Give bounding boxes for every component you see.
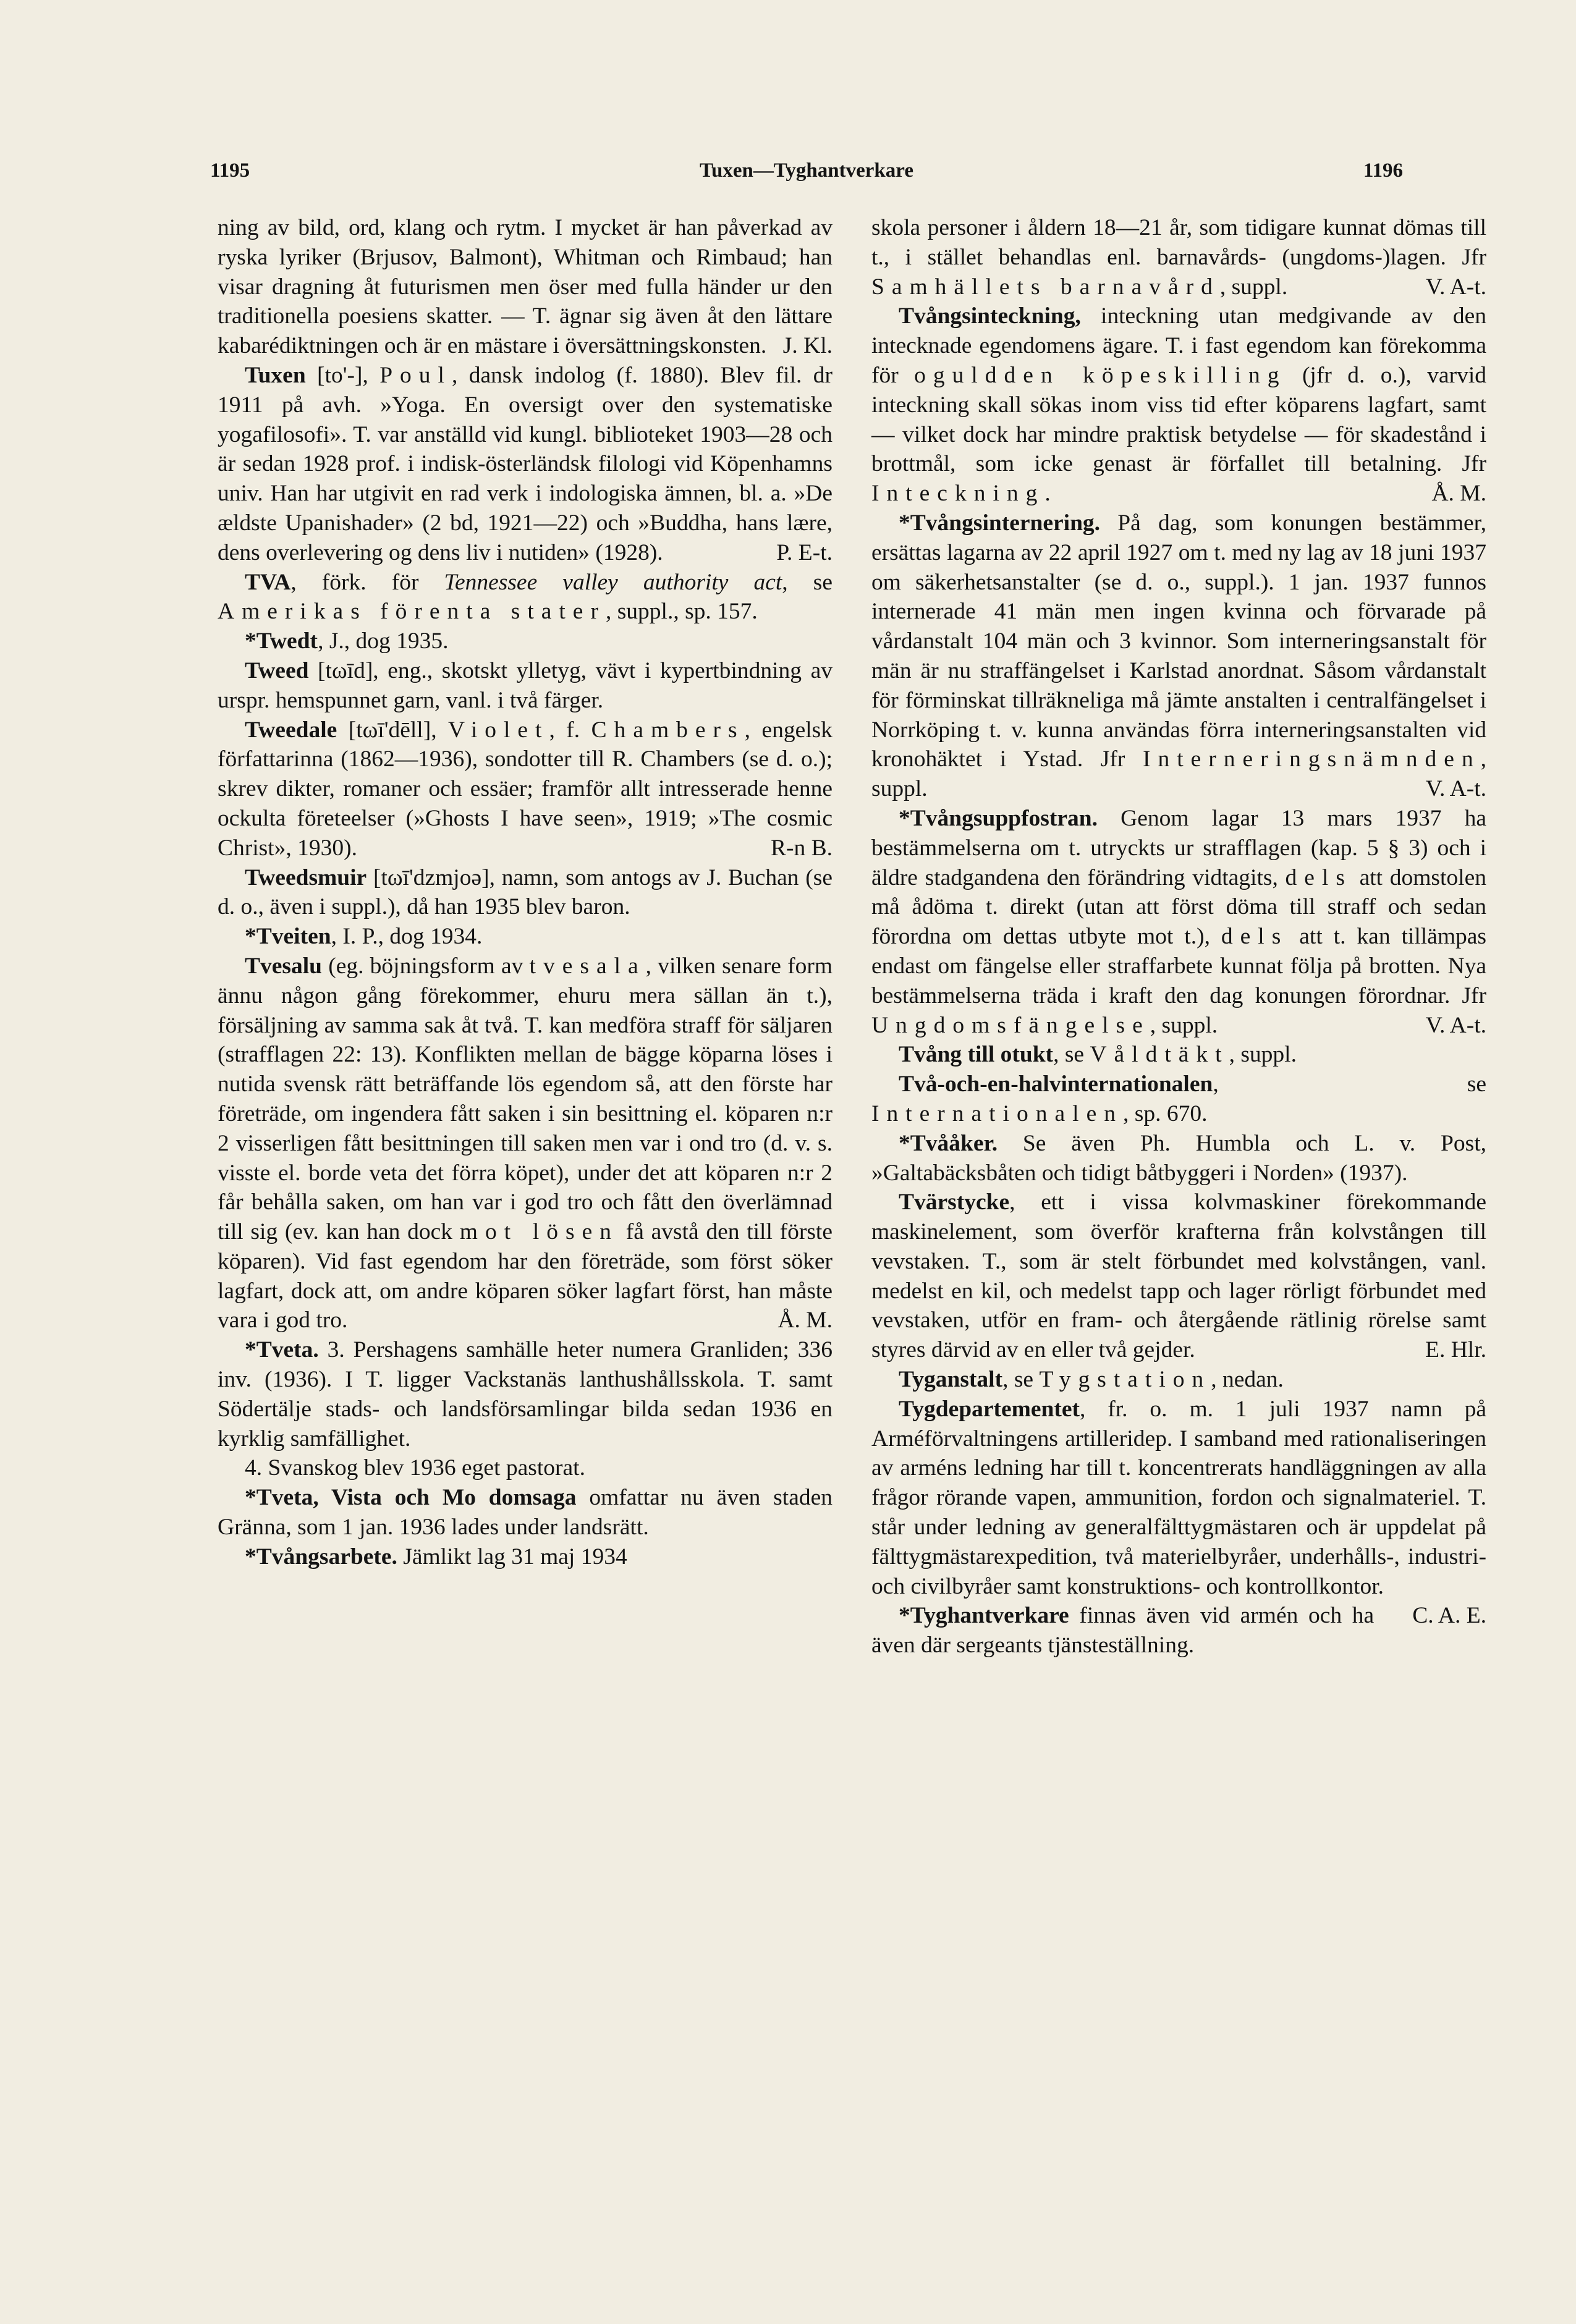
signature: Å. M. (1431, 481, 1486, 507)
signature: P. E-t. (776, 539, 832, 565)
entry-continuation: skola personer i åldern 18—21 år, som tidigare kunnat dömas till t., i stället behandlas enl. barnavårds- (ungdoms-)lagen. Jfr Samhällets barnavård, suppl. V. A-t. (871, 213, 1486, 302)
entry-tweedale: Tweedale [tωī'dēll], Violet, f. Chambers, engelsk författarinna (1862—1936), sondotter till R. Chambers (se d. o.); skrev dikter, romaner och essäer; framför allt intresserade henne ockulta företeelser (»Ghosts I have seen», 1919; »The cosmic Christ», 1930). R-n B. (218, 716, 832, 863)
right-column (871, 213, 1486, 1660)
signature: R-n B. (770, 835, 832, 861)
entry-tvangsarbete: *Tvångsarbete. Jämlikt lag 31 maj 1934 (245, 1544, 627, 1570)
entry-tyganstalt: Tyganstalt, se Tygstation, nedan. (899, 1367, 1284, 1393)
entry-tveiten: *Tveiten, I. P., dog 1934. (245, 924, 483, 950)
page-number-right: 1196 (1363, 159, 1403, 182)
entry-tuxen: Tuxen [to'-], Poul, dansk indolog (f. 1880). Blev fil. dr 1911 på avh. »Yoga. En oversigt over den systematiske yogafilosofi». T. var anställd vid kungl. biblioteket 1903—28 och är sedan 1928 prof. i indisk-österländsk filologi vid Köpenhamns univ. Han har utgivit en rad verk i indologiska ämnen, bl. a. »De ældste Upanishader» (2 bd, 1921—22) och »Buddha, hans lære, dens overlevering og dens liv i nutiden» (1928). P. E-t. (218, 361, 832, 568)
entry-tyghantverkare: *Tyghantverkare finnas även vid armén och ha även där sergeants tjänsteställning. (871, 1603, 1375, 1658)
entry-svanskog: 4. Svanskog blev 1936 eget pastorat. (245, 1455, 585, 1481)
signature: V. A-t. (1425, 776, 1486, 802)
entry-twedt: *Twedt, J., dog 1935. (245, 628, 449, 654)
signature: J. Kl. (782, 333, 832, 359)
entry-tvangsuppfostran: *Tvångsuppfostran. Genom lagar 13 mars 1937 ha bestämmelserna om t. utryckts ur strafflagen (kap. 5 § 3) och i äldre stadgandena den förändring vidtagits, dels att domstolen må ådöma t. direkt (utan att först döma till straff och sedan förordna om dettas utbyte mot t.), dels att t. kan tillämpas endast om fängelse eller straffarbete kunnat följa på brotten. Nya bestämmelserna träda i kraft den dag konungen förordnar. Jfr Ungdomsfängelse, suppl. V. A-t. (871, 804, 1486, 1040)
entry-tva-och-en-halvinternationalen: Två-och-en-halvinternationalen, se Internationalen, sp. 670. (871, 1071, 1486, 1126)
entry-tweed: Tweed [tωīd], eng., skotskt ylletyg, vävt i kypertbindning av urspr. hemspunnet garn, vanl. i två färger. (218, 657, 832, 713)
page-number-left: 1195 (210, 159, 250, 182)
entry-tweedsmuir: Tweedsmuir [tωī'dzmjoə], namn, som antogs av J. Buchan (se d. o., även i suppl.), då han 1935 blev baron. (218, 864, 832, 920)
running-header (210, 159, 1403, 190)
entry-tveta: *Tveta. 3. Pershagens samhälle heter numera Granliden; 336 inv. (1936). I T. ligger Vackstanäs lanthushållsskola. T. samt Södertälje stads- och landsförsamlingar bilda sedan 1936 en kyrklig samfällighet. (218, 1337, 832, 1451)
signature: C. A. E. (1412, 1603, 1486, 1629)
signature: Å. M. (777, 1308, 832, 1333)
running-title: Tuxen—Tyghantverkare (700, 159, 913, 182)
entry-tvesalu: Tvesalu (eg. böjningsform av tvesala, vilken senare form ännu någon gång förekommer, ehuru mera sällan än t.), försäljning av samma sak åt två. T. kan medföra straff för säljaren (strafflagen 22: 13). Konflikten mellan de bägge köparna löses i nutida svensk rätt beträffande lös egendom så, att den förste har företräde, om ingendera fått saken i sin besittning el. köparen n:r 2 visserligen fått besittningen till saken men var i ond tro (d. v. s. visste el. borde veta det förra köpet), under det att köparen n:r 2 får behålla saken, om han var i god tro och fått den överlämnad till sig (ev. kan han dock mot lösen få avstå den till förste köparen). Vid fast egendom har den företräde, som först söker lagfart, dock att, om andre köparen söker lagfart först, han måste vara i god tro. Å. M. (218, 952, 832, 1335)
left-column (218, 213, 832, 1572)
signature: V. A-t. (1425, 1012, 1486, 1038)
entry-tvangsinteckning: Tvångsinteckning, inteckning utan medgivande av den intecknade egendomens ägare. T. i fast egendom kan förekomma för oguldden köpeskilling (jfr d. o.), varvid inteckning skall sökas inom viss tid efter köparens lagfart, samt — vilket dock har mindre praktisk betydelse — för skadestånd i brottmål, som icke genast är förfallet till betalning. Jfr Inteckning. Å. M. (871, 302, 1486, 509)
entry-tvang-till-otukt: Tvång till otukt, se Våldtäkt, suppl. (899, 1042, 1297, 1068)
entry-tvarstycke: Tvärstycke, ett i vissa kolvmaskiner förekommande maskinelement, som överför krafterna från kolvstången till vevstaken. T., som är stelt förbundet med kolvstången, vanl. medelst en kil, och medelst tapp och lager rörligt förbundet med vevstaken, utför en fram- och återgående rätlinig rörelse samt styres därvid av en eller två gejder. E. Hlr. (871, 1188, 1486, 1365)
entry-tvaaker: *Tvååker. Se även Ph. Humbla och L. v. Post, »Galtabäcksbåten och tidigt båtbyggeri i Norden» (1937). (871, 1130, 1486, 1186)
entry-tveta-vista-mo: *Tveta, Vista och Mo domsaga omfattar nu även staden Gränna, som 1 jan. 1936 lades under landsrätt. (218, 1485, 832, 1540)
entry-tva: TVA, förk. för Tennessee valley authority act, se Amerikas förenta stater, suppl., sp. 157. (218, 569, 832, 625)
entry-tvangsinternering: *Tvångsinternering. På dag, som konungen bestämmer, ersättas lagarna av 22 april 1927 om t. med ny lag av 18 juni 1937 om säkerhetsanstalter (se d. o., suppl.). 1 jan. 1937 funnos internerade 41 män men ingen kvinna och förvarade på vårdanstalt 104 män och 3 kvinnor. Som interneringsanstalt för män är nu straffängelset i Karlstad anordnat. Såsom vårdanstalt för förminskat tillräkneliga må jämte anstalten i centralfängelset i Norrköping t. v. kunna användas förra interneringsanstalten vid kronohäktet i Ystad. Jfr Interneringsnämnden, suppl. V. A-t. (871, 509, 1486, 804)
signature: V. A-t. (1425, 274, 1486, 300)
entry-continuation: ning av bild, ord, klang och rytm. I mycket är han påverkad av ryska lyriker (Brjusov, Balmont), Whitman och Rimbaud; han visar dragning åt futurismen men öser med fulla händer ur den traditionella poesiens skatter. — T. ägnar sig även åt den lättare kabarédiktningen och är en mästare i översättningskonsten. J. Kl. (218, 213, 832, 361)
entry-tygdepartementet: Tygdepartementet, fr. o. m. 1 juli 1937 namn på Arméförvaltningens artilleridep. I samband med rationaliseringen av arméns ledning har till t. koncentrerats handläggningen av alla frågor rörande vapen, ammunition, fordon och signalmateriel. T. står under ledning av generalfälttygmästaren och är uppdelat på fälttygmästarexpedition, två materielbyråer, underhålls-, industri- och civilbyråer samt konstruktions- och kontrollkontor. C. A. E. (871, 1395, 1486, 1602)
signature: E. Hlr. (1425, 1337, 1486, 1363)
